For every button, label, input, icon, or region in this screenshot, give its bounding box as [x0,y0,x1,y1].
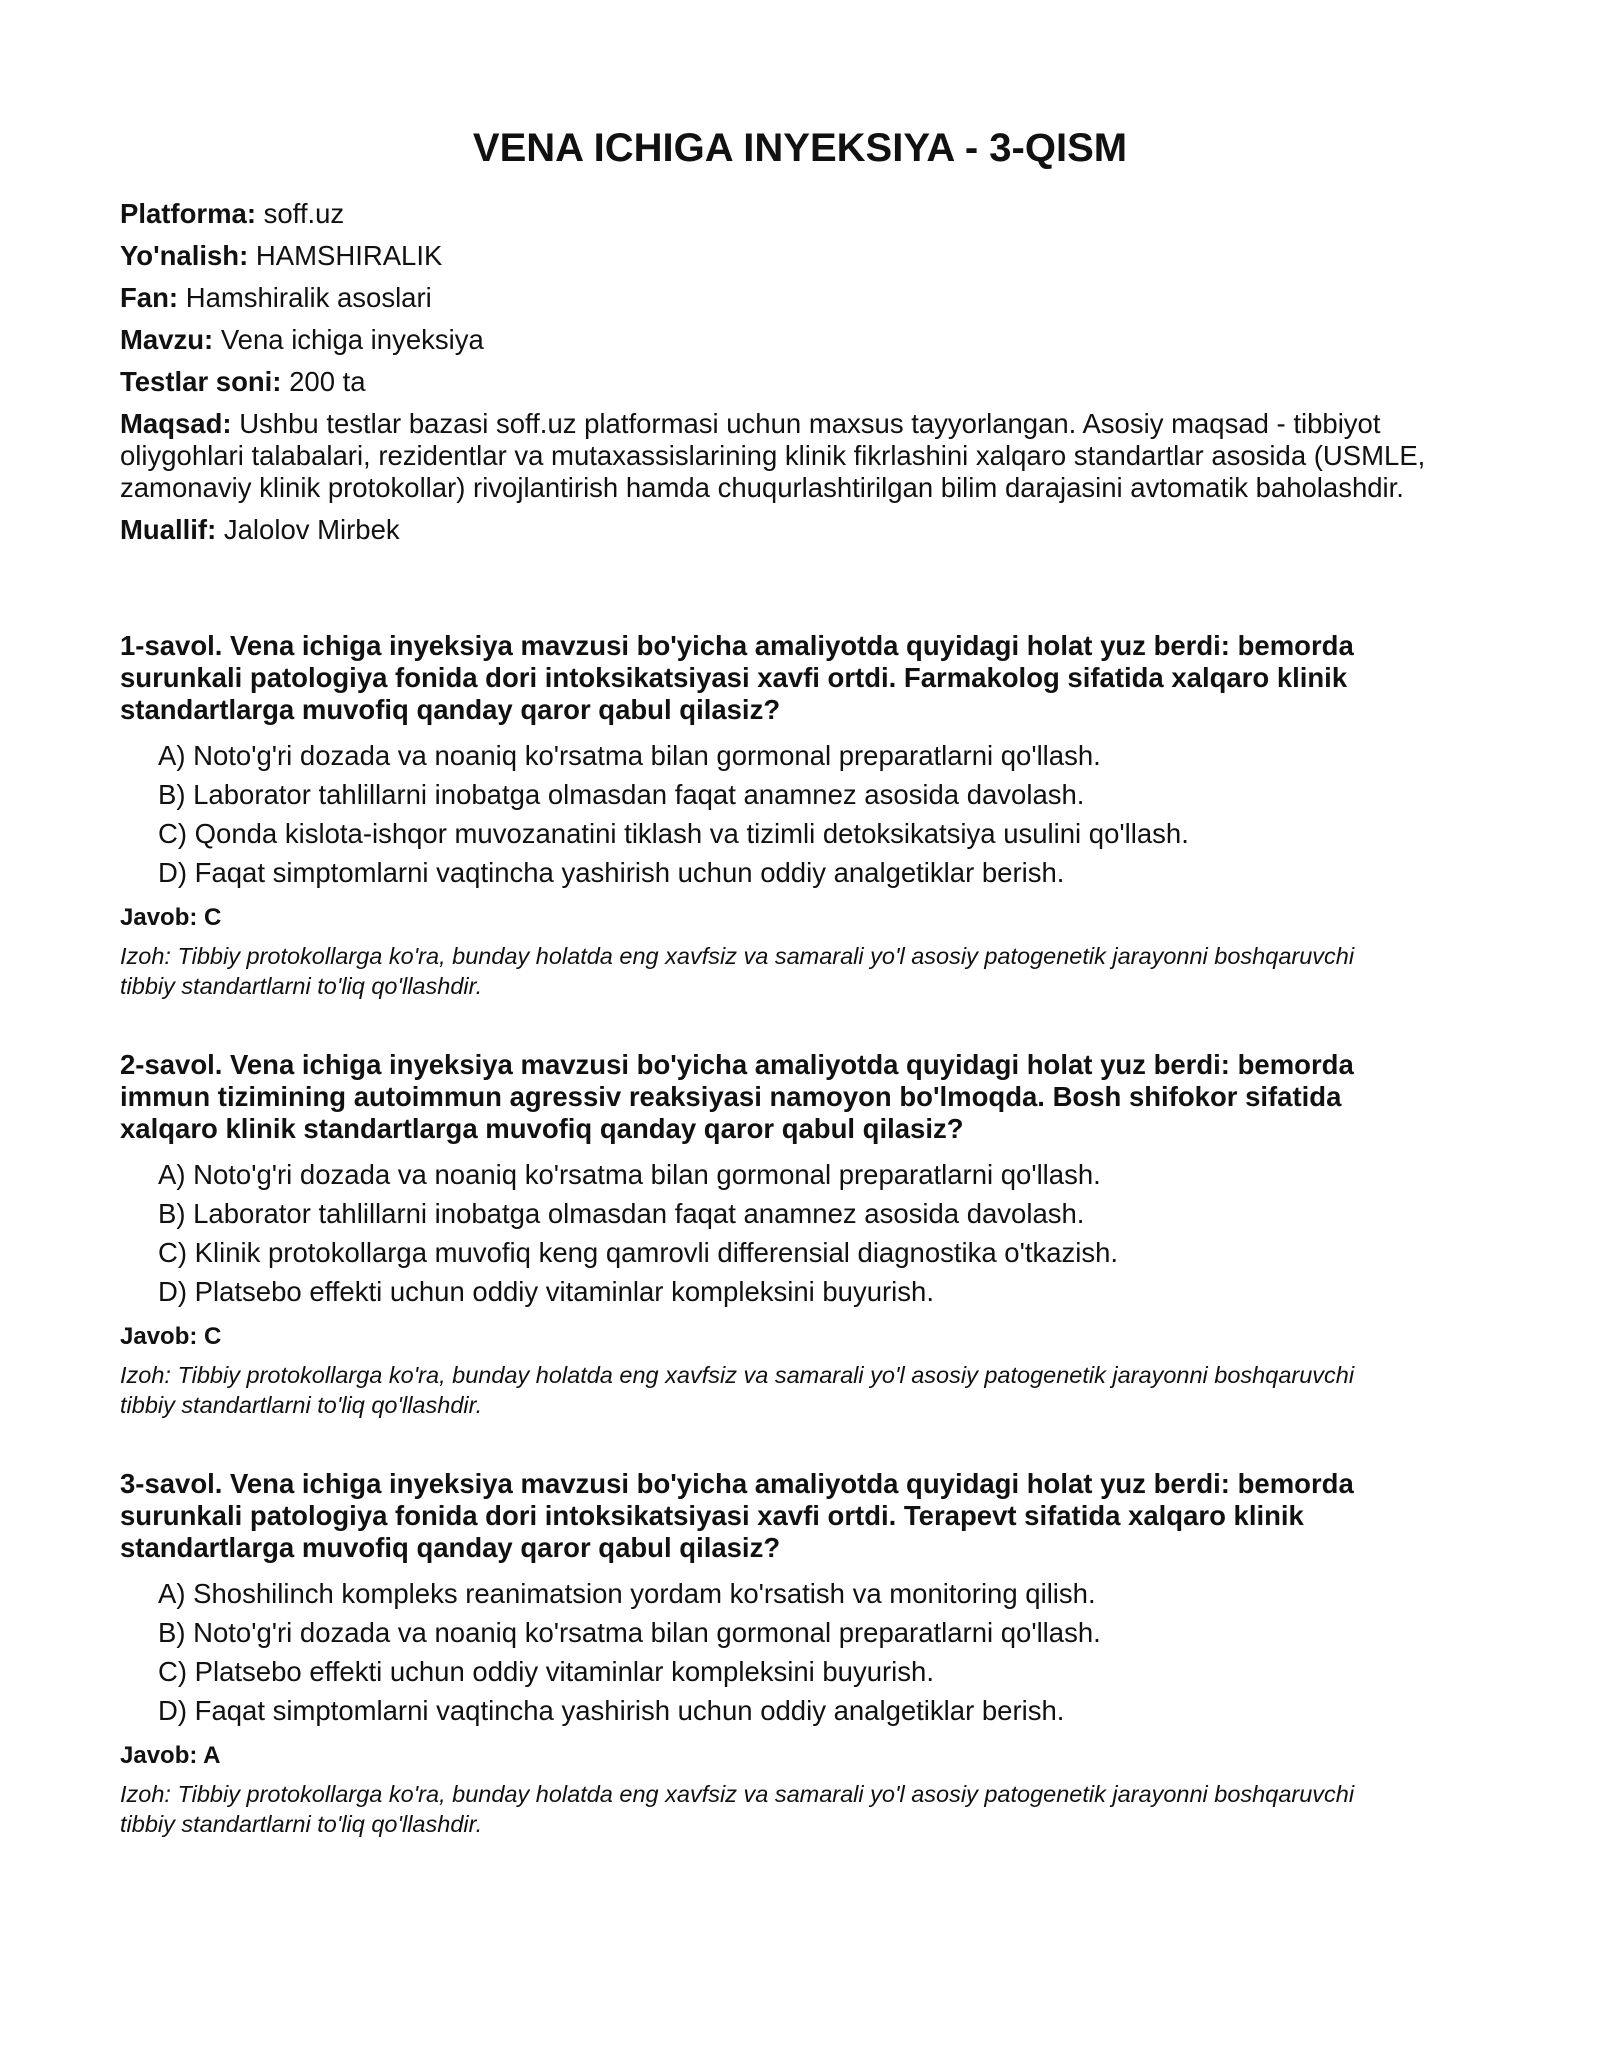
option-b: B) Laborator tahlillarni inobatga olmasdan faqat anamnez asosida davolash. [158,779,1085,810]
metadata-section [120,198,1440,546]
option-c: C) Qonda kislota-ishqor muvozanatini tiklash va tizimli detoksikatsiya usulini qo'llash. [158,818,1189,849]
option-d: D) Faqat simptomlarni vaqtincha yashirish uchun oddiy analgetiklar berish. [158,1695,1065,1726]
question-block [120,1049,1440,1420]
meta-direction [120,240,1440,272]
option-a: A) Shoshilinch kompleks reanimatsion yordam ko'rsatish va monitoring qilish. [158,1578,1096,1609]
meta-label: Testlar soni: [120,366,282,397]
meta-value: Ushbu testlar bazasi soff.uz platformasi uchun maxsus tayyorlangan. Asosiy maqsad - tibbiyot oliygohlari talabalari, rezidentlar va mutaxassislarining klinik fikrlashini xalqaro standartlar asosida (USMLE, zamonaviy klinik protokollar) rivojlantirish hamda chuqurlashtirilgan bilim darajasini avtomatik baholashdir. [120,408,1426,503]
options-list [120,740,1440,889]
question-text: 2-savol. Vena ichiga inyeksiya mavzusi bo'yicha amaliyotda quyidagi holat yuz berdi: bemorda immun tizimining autoimmun agressiv reaksiyasi namoyon bo'lmoqda. Bosh shifokor sifatida xalqaro klinik standartlarga muvofiq qanday qaror qabul qilasiz? [120,1049,1354,1144]
answer-text: Javob: A [120,1742,221,1769]
meta-value: 200 ta [289,366,366,397]
meta-value: Vena ichiga inyeksiya [220,324,484,355]
question-text: 1-savol. Vena ichiga inyeksiya mavzusi bo'yicha amaliyotda quyidagi holat yuz berdi: bemorda surunkali patologiya fonida dori intoksikatsiyasi xavfi ortdi. Farmakolog sifatida xalqaro klinik standartlarga muvofiq qanday qaror qabul qilasiz? [120,630,1354,725]
meta-value: soff.uz [263,198,345,229]
option-d: D) Faqat simptomlarni vaqtincha yashirish uchun oddiy analgetiklar berish. [158,857,1065,888]
meta-value: HAMSHIRALIK [255,240,443,271]
option-a: A) Noto'g'ri dozada va noaniq ko'rsatma bilan gormonal preparatlarni qo'llash. [158,740,1101,771]
meta-platform [120,198,1440,230]
option-c: C) Platsebo effekti uchun oddiy vitaminlar kompleksini buyurish. [158,1656,934,1687]
options-list [120,1159,1440,1308]
meta-label: Platforma: [120,198,256,229]
meta-label: Yo'nalish: [120,240,249,271]
option-a: A) Noto'g'ri dozada va noaniq ko'rsatma bilan gormonal preparatlarni qo'llash. [158,1159,1101,1190]
option-b: B) Noto'g'ri dozada va noaniq ko'rsatma bilan gormonal preparatlarni qo'llash. [158,1617,1101,1648]
answer-text: Javob: C [120,1323,222,1350]
meta-label: Fan: [120,282,179,313]
explanation-note: Izoh: Tibbiy protokollarga ko'ra, bunday holatda eng xavfsiz va samarali yo'l asosiy patogenetik jarayonni boshqaruvchi tibbiy standartlarni to'liq qo'llashdir. [120,943,1355,999]
meta-value: Hamshiralik asoslari [185,282,432,313]
meta-label: Muallif: [120,514,217,545]
meta-subject [120,282,1440,314]
question-block [120,630,1440,1001]
question-block [120,1468,1440,1839]
question-text: 3-savol. Vena ichiga inyeksiya mavzusi bo'yicha amaliyotda quyidagi holat yuz berdi: bemorda surunkali patologiya fonida dori intoksikatsiyasi xavfi ortdi. Terapevt sifatida xalqaro klinik standartlarga muvofiq qanday qaror qabul qilasiz? [120,1468,1354,1563]
meta-test-count [120,366,1440,398]
questions-list [120,630,1440,1839]
meta-author [120,514,1440,546]
meta-topic [120,324,1440,356]
meta-label: Maqsad: [120,408,232,439]
option-c: C) Klinik protokollarga muvofiq keng qamrovli differensial diagnostika o'tkazish. [158,1237,1119,1268]
meta-label: Mavzu: [120,324,214,355]
meta-goal [120,408,1440,504]
explanation-note: Izoh: Tibbiy protokollarga ko'ra, bunday holatda eng xavfsiz va samarali yo'l asosiy patogenetik jarayonni boshqaruvchi tibbiy standartlarni to'liq qo'llashdir. [120,1781,1355,1837]
document-title: VENA ICHIGA INYEKSIYA - 3-QISM [472,126,1128,170]
explanation-note: Izoh: Tibbiy protokollarga ko'ra, bunday holatda eng xavfsiz va samarali yo'l asosiy patogenetik jarayonni boshqaruvchi tibbiy standartlarni to'liq qo'llashdir. [120,1362,1355,1418]
option-b: B) Laborator tahlillarni inobatga olmasdan faqat anamnez asosida davolash. [158,1198,1085,1229]
answer-text: Javob: C [120,904,222,931]
option-d: D) Platsebo effekti uchun oddiy vitaminlar kompleksini buyurish. [158,1276,934,1307]
options-list [120,1578,1440,1727]
meta-value: Jalolov Mirbek [223,514,400,545]
